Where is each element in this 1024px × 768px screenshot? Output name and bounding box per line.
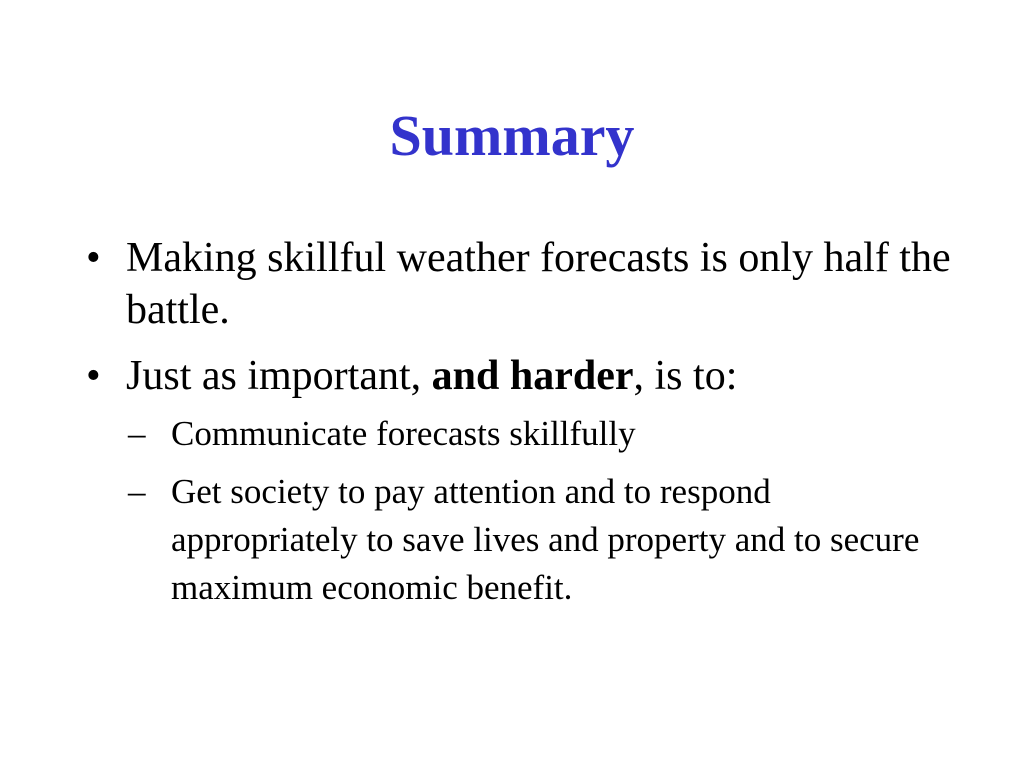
sub-bullet-text: Get society to pay attention and to respond appropriately to save lives and property and to secure maximum economic benefit.	[171, 472, 920, 607]
bullet-text-start: Just as important,	[126, 353, 432, 399]
bullet-text-bold: and harder	[431, 353, 634, 399]
bullet-marker: •	[86, 353, 101, 399]
sub-bullet-text: Communicate forecasts skillfully	[171, 414, 636, 453]
bullet-text: Making skillful weather forecasts is only half the battle.	[126, 235, 951, 333]
bullet-item	[86, 350, 966, 402]
bullet-marker: •	[86, 235, 101, 281]
bullet-text-end: , is to:	[633, 353, 738, 399]
sub-bullet-marker: –	[128, 414, 146, 453]
sub-bullet-item	[86, 468, 966, 612]
bullet-item	[86, 232, 966, 336]
sub-bullet-marker: –	[128, 472, 146, 511]
slide-title: Summary	[389, 103, 635, 168]
sub-bullet-item	[86, 410, 966, 458]
sub-bullet-list	[86, 410, 966, 612]
slide-body	[86, 232, 966, 622]
